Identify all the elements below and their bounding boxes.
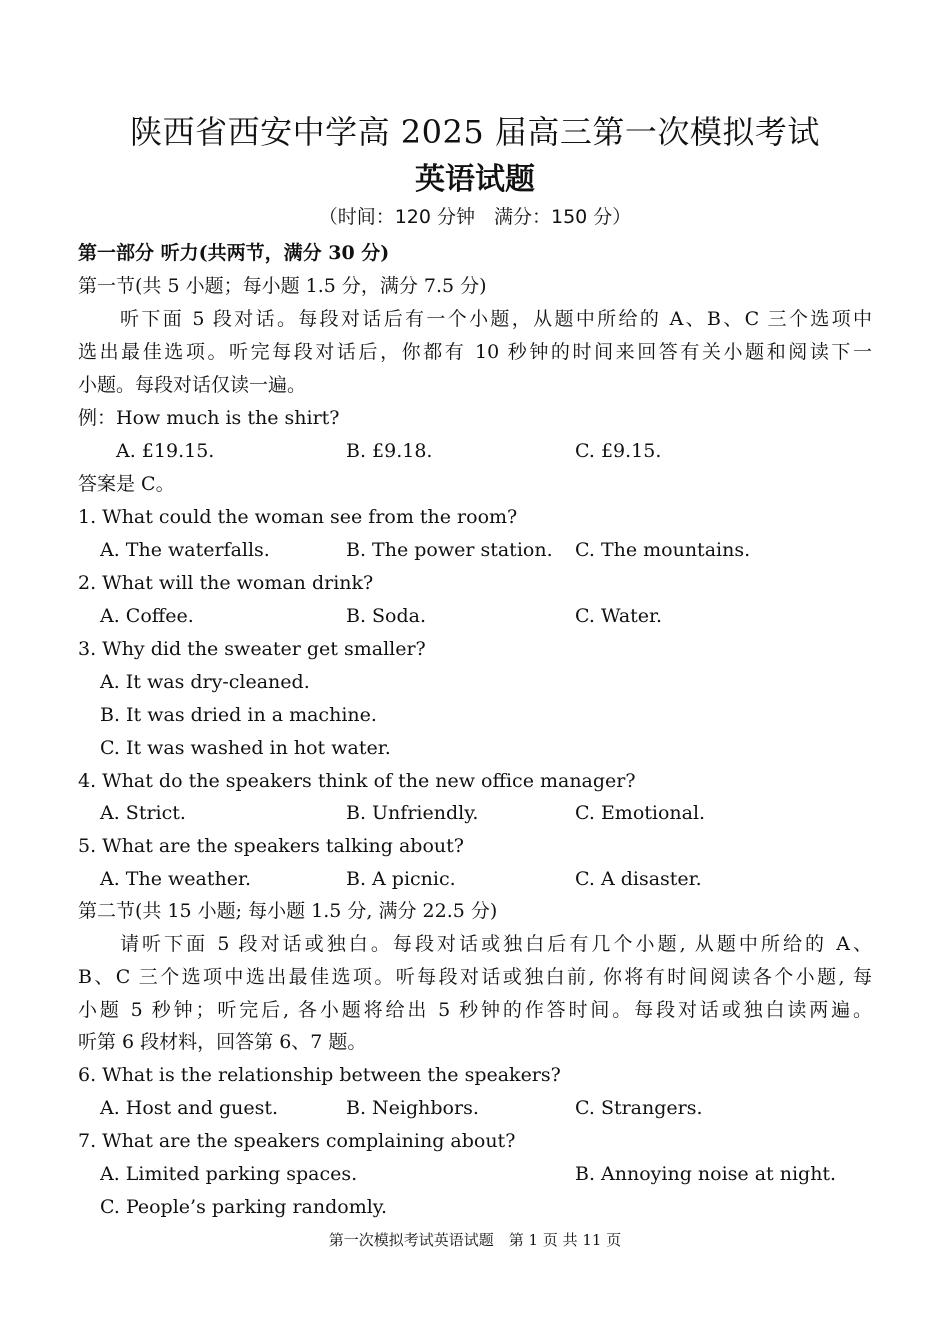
example-question: 例：How much is the shirt? (78, 407, 340, 429)
section2-instruction-line: B、C 三个选项中选出最佳选项。听每段对话或独白前, 你将有时间阅读各个小题, 每 (78, 966, 872, 988)
question-1: 1. What could the woman see from the room? (78, 506, 518, 528)
q2-option-a: A. Coffee. (100, 605, 194, 627)
section2-instruction-line: 小题 5 秒钟；听完后, 各小题将给出 5 秒钟的作答时间。每段对话或独白读两遍。 (78, 999, 872, 1021)
q1-option-a: A. The waterfalls. (100, 539, 270, 561)
question-7: 7. What are the speakers complaining about? (78, 1130, 516, 1152)
q5-option-c: C. A disaster. (575, 868, 702, 890)
question-3: 3. Why did the sweater get smaller? (78, 638, 426, 660)
question-6: 6. What is the relationship between the speakers? (78, 1064, 561, 1086)
q4-option-c: C. Emotional. (575, 802, 706, 824)
q5-option-b: B. A picnic. (346, 868, 456, 890)
q1-option-b: B. The power station. (346, 539, 553, 561)
q4-option-a: A. Strict. (100, 802, 186, 824)
q1-option-c: C. The mountains. (575, 539, 751, 561)
question-2: 2. What will the woman drink? (78, 572, 374, 594)
q6-option-b: B. Neighbors. (346, 1097, 479, 1119)
example-answer: 答案是 C。 (78, 473, 175, 495)
q6-option-c: C. Strangers. (575, 1097, 703, 1119)
q6-option-a: A. Host and guest. (100, 1097, 279, 1119)
exam-title: 陕西省西安中学高 2025 届高三第一次模拟考试 (130, 113, 820, 151)
subject-title: 英语试题 (415, 162, 535, 197)
part1-heading: 第一部分 听力(共两节，满分 30 分) (78, 242, 390, 264)
q3-option-b: B. It was dried in a machine. (100, 704, 377, 726)
section1-instruction-line: 听下面 5 段对话。每段对话后有一个小题，从题中所给的 A、B、C 三个选项中 (120, 308, 872, 330)
question-5: 5. What are the speakers talking about? (78, 835, 464, 857)
q5-option-a: A. The weather. (100, 868, 251, 890)
material-note: 听第 6 段材料，回答第 6、7 题。 (78, 1031, 367, 1053)
q3-option-c: C. It was washed in hot water. (100, 737, 391, 759)
section2-heading: 第二节(共 15 小题; 每小题 1.5 分, 满分 22.5 分) (78, 900, 498, 922)
example-option-a: A. £19.15. (116, 440, 215, 462)
q7-option-c: C. People’s parking randomly. (100, 1196, 388, 1218)
q3-option-a: A. It was dry-cleaned. (100, 671, 310, 693)
q4-option-b: B. Unfriendly. (346, 802, 479, 824)
q7-option-b: B. Annoying noise at night. (575, 1163, 837, 1185)
section1-instruction-line: 选出最佳选项。听完每段对话后，你都有 10 秒钟的时间来回答有关小题和阅读下一 (78, 341, 872, 363)
q7-option-a: A. Limited parking spaces. (100, 1163, 358, 1185)
exam-info: （时间：120 分钟 满分：150 分） (318, 206, 632, 228)
q2-option-b: B. Soda. (346, 605, 427, 627)
example-option-b: B. £9.18. (346, 440, 433, 462)
example-option-c: C. £9.15. (575, 440, 662, 462)
section2-instruction-line: 请听下面 5 段对话或独白。每段对话或独白后有几个小题, 从题中所给的 A、 (120, 933, 872, 955)
page-footer: 第一次模拟考试英语试题 第 1 页 共 11 页 (328, 1231, 622, 1249)
section1-heading: 第一节(共 5 小题；每小题 1.5 分，满分 7.5 分) (78, 275, 487, 297)
question-4: 4. What do the speakers think of the new office manager? (78, 770, 636, 792)
section1-instruction-line: 小题。每段对话仅读一遍。 (78, 374, 307, 396)
q2-option-c: C. Water. (575, 605, 663, 627)
